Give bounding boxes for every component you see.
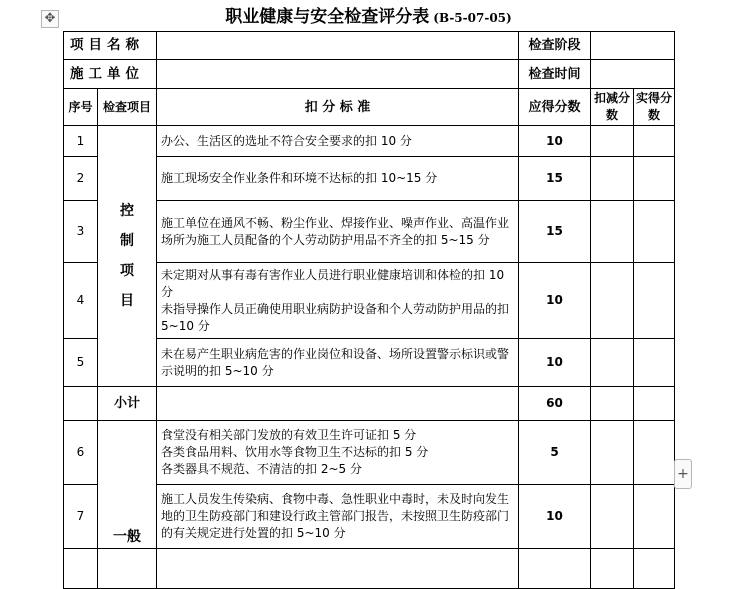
row-deduct-score[interactable] <box>591 201 634 263</box>
row-due-score: 5 <box>519 421 591 485</box>
add-row-plus-icon[interactable]: + <box>674 459 692 489</box>
title-code: (B-5-07-05) <box>433 11 512 25</box>
row-criteria: 施工现场安全作业条件和环境不达标的扣 10~15 分 <box>157 157 519 201</box>
table-row <box>64 549 675 589</box>
row-deduct-score[interactable] <box>591 339 634 387</box>
row-criteria: 未定期对从事有毒有害作业人员进行职业健康培训和体检的扣 10 分 未指导操作人员正确使用职业病防护设备和个人劳动防护用品的扣 5~10 分 <box>157 263 519 339</box>
row-actual-score[interactable] <box>634 263 675 339</box>
subtotal-criteria <box>157 387 519 421</box>
row-category <box>98 549 157 589</box>
inspection-stage-field[interactable] <box>591 32 675 60</box>
row-deduct-score[interactable] <box>591 485 634 549</box>
header-actual-score: 实得分数 <box>634 89 675 126</box>
table-row <box>64 421 675 485</box>
header-seq: 序号 <box>64 89 98 126</box>
table-move-handle-icon[interactable]: ✥ <box>41 10 59 28</box>
row-due-score: 10 <box>519 485 591 549</box>
row-seq: 1 <box>64 126 98 157</box>
project-name-row <box>64 32 675 60</box>
subtotal-deduct-score[interactable] <box>591 387 634 421</box>
construction-unit-field[interactable] <box>157 60 519 89</box>
header-deduct-score: 扣减分数 <box>591 89 634 126</box>
row-deduct-score[interactable] <box>591 549 634 589</box>
table-row <box>64 126 675 157</box>
inspection-time-field[interactable] <box>591 60 675 89</box>
row-due-score: 10 <box>519 126 591 157</box>
project-name-field[interactable] <box>157 32 519 60</box>
row-deduct-score[interactable] <box>591 421 634 485</box>
general-category-cell <box>98 421 157 549</box>
row-seq: 3 <box>64 201 98 263</box>
construction-unit-label: 施工单位 <box>64 60 157 89</box>
row-due-score <box>519 549 591 589</box>
row-actual-score[interactable] <box>634 126 675 157</box>
control-category-cell <box>98 126 157 387</box>
subtotal-due-score: 60 <box>519 387 591 421</box>
row-criteria: 食堂没有相关部门发放的有效卫生许可证扣 5 分 各类食品用料、饮用水等食物卫生不达标的扣 5 分 各类器具不规范、不清洁的扣 2~5 分 <box>157 421 519 485</box>
title-main: 职业健康与安全检查评分表 <box>225 7 430 27</box>
page-title <box>60 2 677 27</box>
row-criteria: 未在易产生职业病危害的作业岗位和设备、场所设置警示标识或警示说明的扣 5~10 分 <box>157 339 519 387</box>
subtotal-label: 小计 <box>98 387 157 421</box>
row-deduct-score[interactable] <box>591 263 634 339</box>
row-due-score: 10 <box>519 263 591 339</box>
row-deduct-score[interactable] <box>591 157 634 201</box>
row-actual-score[interactable] <box>634 157 675 201</box>
subtotal-actual-score[interactable] <box>634 387 675 421</box>
row-actual-score[interactable] <box>634 485 675 549</box>
general-category-label: 一般 <box>113 529 141 545</box>
subtotal-seq <box>64 387 98 421</box>
project-name-label: 项目名称 <box>64 32 157 60</box>
row-criteria: 施工单位在通风不畅、粉尘作业、焊接作业、噪声作业、高温作业场所为施工人员配备的个人劳动防护用品不齐全的扣 5~15 分 <box>157 201 519 263</box>
row-deduct-score[interactable] <box>591 126 634 157</box>
header-criteria: 扣 分 标 准 <box>157 89 519 126</box>
row-actual-score[interactable] <box>634 549 675 589</box>
row-actual-score[interactable] <box>634 421 675 485</box>
score-table <box>63 31 675 589</box>
control-category-label: 控制项目 <box>120 203 134 309</box>
row-criteria <box>157 549 519 589</box>
header-due-score: 应得分数 <box>519 89 591 126</box>
row-criteria: 施工人员发生传染病、食物中毒、急性职业中毒时，未及时向发生地的卫生防疫部门和建设行政主管部门报告，未按照卫生防疫部门的有关规定进行处置的扣 5~10 分 <box>157 485 519 549</box>
subtotal-row <box>64 387 675 421</box>
row-due-score: 15 <box>519 157 591 201</box>
row-seq: 2 <box>64 157 98 201</box>
row-seq: 5 <box>64 339 98 387</box>
row-seq: 6 <box>64 421 98 485</box>
row-actual-score[interactable] <box>634 339 675 387</box>
row-seq: 7 <box>64 485 98 549</box>
row-seq: 4 <box>64 263 98 339</box>
header-item: 检查项目 <box>98 89 157 126</box>
row-seq <box>64 549 98 589</box>
header-row <box>64 89 675 126</box>
inspection-time-label: 检查时间 <box>519 60 591 89</box>
row-actual-score[interactable] <box>634 201 675 263</box>
construction-unit-row <box>64 60 675 89</box>
row-due-score: 15 <box>519 201 591 263</box>
row-due-score: 10 <box>519 339 591 387</box>
inspection-stage-label: 检查阶段 <box>519 32 591 60</box>
row-criteria: 办公、生活区的选址不符合安全要求的扣 10 分 <box>157 126 519 157</box>
